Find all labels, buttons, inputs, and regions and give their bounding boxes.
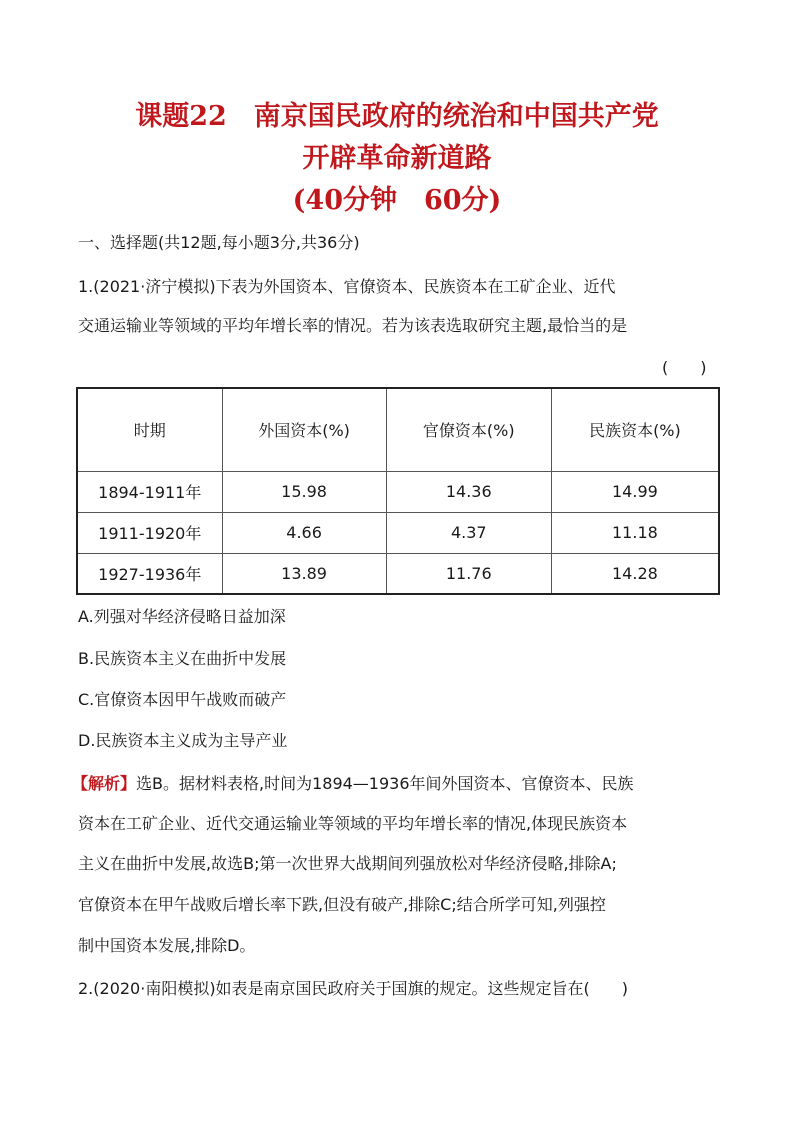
table-cell: 4.66 xyxy=(222,512,386,553)
q1-option-d: D.民族资本主义成为主导产业 xyxy=(78,731,288,750)
q1-analysis-line-3: 主义在曲折中发展,故选B;第一次世界大战期间列强放松对华经济侵略,排除A; xyxy=(78,854,617,873)
table-cell: 11.76 xyxy=(386,553,551,594)
q1-analysis-line-2: 资本在工矿企业、近代交通运输业等领域的平均年增长率的情况,体现民族资本 xyxy=(78,814,628,833)
table-cell: 14.99 xyxy=(551,471,719,512)
q1-option-c: C.官僚资本因甲午战败而破产 xyxy=(78,690,287,709)
table-cell: 1927-1936年 xyxy=(77,553,222,594)
table-header-cell: 民族资本(%) xyxy=(551,388,719,471)
q1-answer-blank: ( ) xyxy=(662,358,707,377)
table-cell: 14.28 xyxy=(551,553,719,594)
analysis-tag: 【解析】 xyxy=(72,774,137,793)
section-heading: 一、选择题(共12题,每小题3分,共36分) xyxy=(78,233,360,252)
table-cell: 1911-1920年 xyxy=(77,512,222,553)
table-header-cell: 时期 xyxy=(77,388,222,471)
table-cell: 13.89 xyxy=(222,553,386,594)
table-header-row xyxy=(77,388,719,471)
table-row xyxy=(77,553,719,594)
q1-stem-line-1: 1.(2021·济宁模拟)下表为外国资本、官僚资本、民族资本在工矿企业、近代 xyxy=(78,277,616,296)
q1-option-a: A.列强对华经济侵略日益加深 xyxy=(78,607,286,626)
q1-analysis-line-5: 制中国资本发展,排除D。 xyxy=(78,936,256,955)
table-cell: 14.36 xyxy=(386,471,551,512)
table-cell: 1894-1911年 xyxy=(77,471,222,512)
q1-analysis-line-4: 官僚资本在甲午战败后增长率下跌,但没有破产,排除C;结合所学可知,列强控 xyxy=(78,895,606,914)
table-header-cell: 官僚资本(%) xyxy=(386,388,551,471)
table-row xyxy=(77,471,719,512)
table-row xyxy=(77,512,719,553)
table-cell: 11.18 xyxy=(551,512,719,553)
q1-analysis-line-1 xyxy=(72,773,634,795)
table-header-cell: 外国资本(%) xyxy=(222,388,386,471)
title-line-2: 开辟革命新道路 xyxy=(302,143,492,174)
q2-stem-line-1: 2.(2020·南阳模拟)如表是南京国民政府关于国旗的规定。这些规定旨在( ) xyxy=(78,979,629,998)
q1-stem-line-2: 交通运输业等领域的平均年增长率的情况。若为该表选取研究主题,最恰当的是 xyxy=(78,316,628,335)
title-line-3: (40分钟 60分) xyxy=(292,185,502,216)
table-cell: 4.37 xyxy=(386,512,551,553)
growth-rate-table xyxy=(76,387,720,595)
analysis-text: 选B。据材料表格,时间为1894—1936年间外国资本、官僚资本、民族 xyxy=(136,774,634,793)
table-cell: 15.98 xyxy=(222,471,386,512)
q1-option-b: B.民族资本主义在曲折中发展 xyxy=(78,649,287,668)
title-line-1: 课题22 南京国民政府的统治和中国共产党 xyxy=(135,101,659,132)
